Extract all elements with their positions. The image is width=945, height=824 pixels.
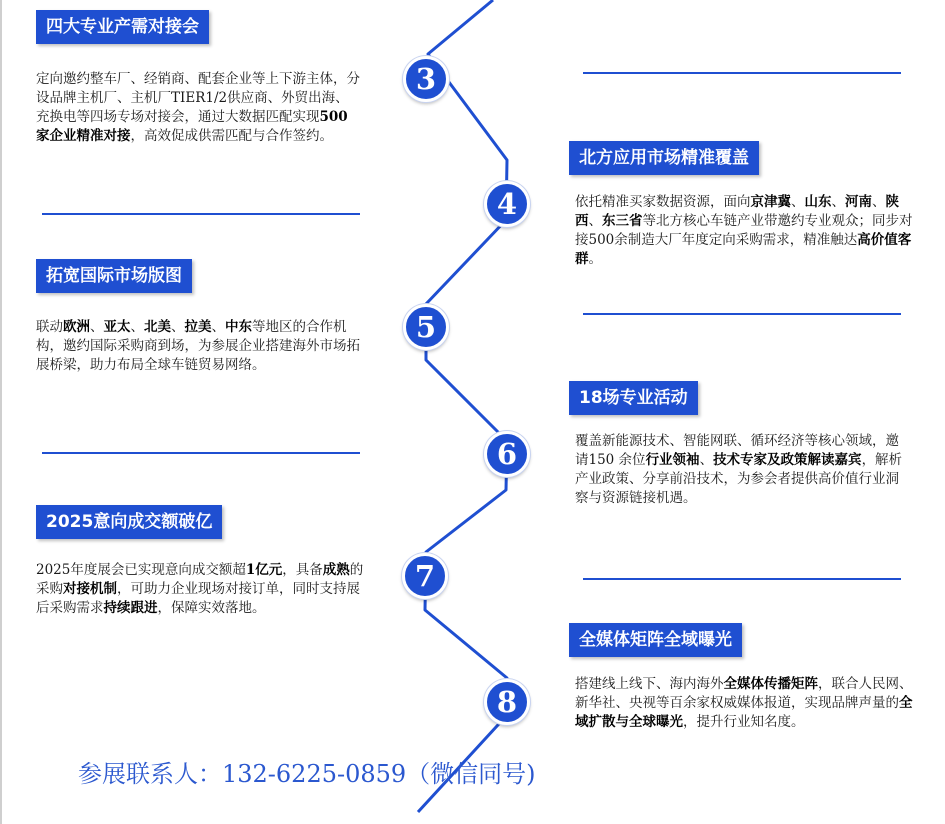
divider	[583, 313, 901, 315]
divider	[42, 452, 360, 454]
step-3-title: 四大专业产需对接会	[36, 10, 209, 44]
step-7-badge: 7	[402, 553, 448, 599]
step-8-description: 搭建线上线下、海内海外全媒体传播矩阵，联合人民网、新华社、央视等百余家权威媒体报道，实现品牌声量的全域扩散与全球曝光，提升行业知名度。	[575, 676, 913, 730]
divider	[42, 213, 360, 215]
step-4-title: 北方应用市场精准覆盖	[569, 141, 759, 175]
divider	[583, 578, 901, 580]
step-5-description: 联动欧洲、亚太、北美、拉美、中东等地区的合作机构，邀约国际采购商到场，为参展企业搭建海外市场拓展桥梁，助力布局全球车链贸易网络。	[36, 319, 360, 373]
step-3-badge: 3	[403, 56, 449, 102]
step-6-badge: 6	[484, 431, 530, 477]
step-6-description: 覆盖新能源技术、智能网联、循环经济等核心领域，邀请150 余位行业领袖、技术专家及政策解读嘉宾，解析产业政策、分享前沿技术，为参会者提供高价值行业洞察与资源链接机遇。	[575, 433, 903, 506]
contact-info: 参展联系人：132-6225-0859（微信同号)	[78, 760, 536, 788]
step-4-description: 依托精准买家数据资源，面向京津冀、山东、河南、陕西、东三省等北方核心车链产业带邀约专业观众；同步对接500余制造大厂年度定向采购需求，精准触达高价值客群。	[575, 194, 913, 267]
step-6-title: 18场专业活动	[569, 381, 698, 415]
step-5-title: 拓宽国际市场版图	[36, 259, 192, 293]
step-4-badge: 4	[484, 181, 530, 227]
divider	[583, 72, 901, 74]
step-3-description: 定向邀约整车厂、经销商、配套企业等上下游主体，分设品牌主机厂、主机厂TIER1/2供应商、外贸出海、充换电等四场专场对接会，通过大数据匹配实现500家企业精准对接，高效促成供需匹配与合作签约。	[36, 71, 360, 144]
step-7-title: 2025意向成交额破亿	[36, 505, 222, 539]
step-8-title: 全媒体矩阵全域曝光	[569, 623, 742, 657]
step-8-badge: 8	[484, 679, 530, 725]
step-5-badge: 5	[403, 304, 449, 350]
step-7-description: 2025年度展会已实现意向成交额超1亿元，具备成熟的采购对接机制，可助力企业现场对接订单，同时支持展后采购需求持续跟进，保障实效落地。	[36, 562, 364, 616]
